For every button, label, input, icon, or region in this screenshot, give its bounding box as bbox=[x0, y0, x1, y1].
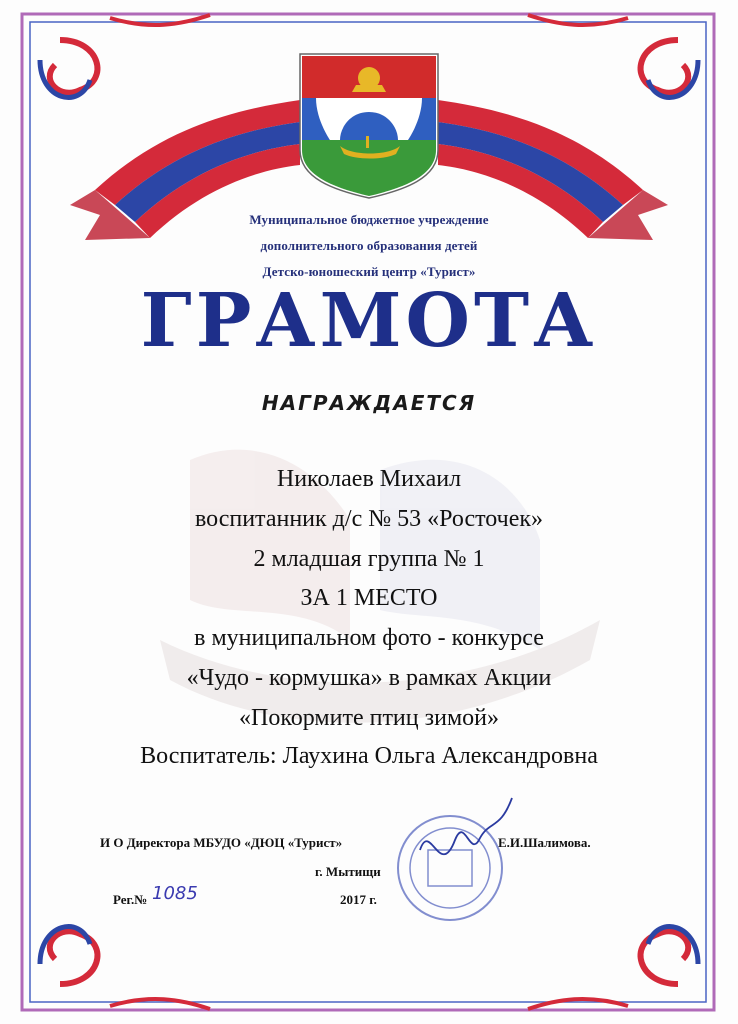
corner-ornament-bottom-left bbox=[40, 927, 210, 1009]
contest-name: «Чудо - кормушка» в рамках Акции bbox=[186, 665, 552, 691]
registration-number: 1085 bbox=[152, 883, 198, 904]
director-name: Е.И.Шалимова. bbox=[498, 835, 591, 850]
director-title: И О Директора МБУДО «ДЮЦ «Турист» bbox=[100, 835, 343, 850]
certificate-title: ГРАМОТА bbox=[140, 278, 598, 364]
org-line-3: Детско-юношеский центр «Турист» bbox=[262, 264, 476, 279]
teacher-line: Воспитатель: Лаухина Ольга Александровна bbox=[140, 743, 598, 769]
recipient-name: Николаев Михаил bbox=[276, 466, 462, 492]
corner-ornament-bottom-right bbox=[528, 927, 698, 1009]
recipient-group: 2 младшая группа № 1 bbox=[253, 546, 485, 572]
coat-of-arms bbox=[300, 54, 438, 198]
corner-ornament-top-left bbox=[40, 15, 210, 97]
awarded-heading: НАГРАЖДАЕТСЯ bbox=[261, 391, 477, 415]
registration-label: Рег.№ bbox=[113, 892, 148, 907]
org-line-1: Муниципальное бюджетное учреждение bbox=[249, 212, 489, 227]
org-line-2: дополнительного образования детей bbox=[260, 238, 478, 253]
year: 2017 г. bbox=[340, 892, 377, 907]
corner-ornament-top-right bbox=[528, 15, 698, 97]
recipient-kindergarten: воспитанник д/с № 53 «Росточек» bbox=[194, 506, 544, 532]
city: г. Мытищи bbox=[315, 864, 381, 879]
action-name: «Покормите птиц зимой» bbox=[239, 705, 499, 731]
award-place: ЗА 1 МЕСТО bbox=[300, 585, 438, 611]
official-stamp bbox=[398, 816, 502, 920]
contest-description: в муниципальном фото - конкурсе bbox=[194, 625, 544, 651]
